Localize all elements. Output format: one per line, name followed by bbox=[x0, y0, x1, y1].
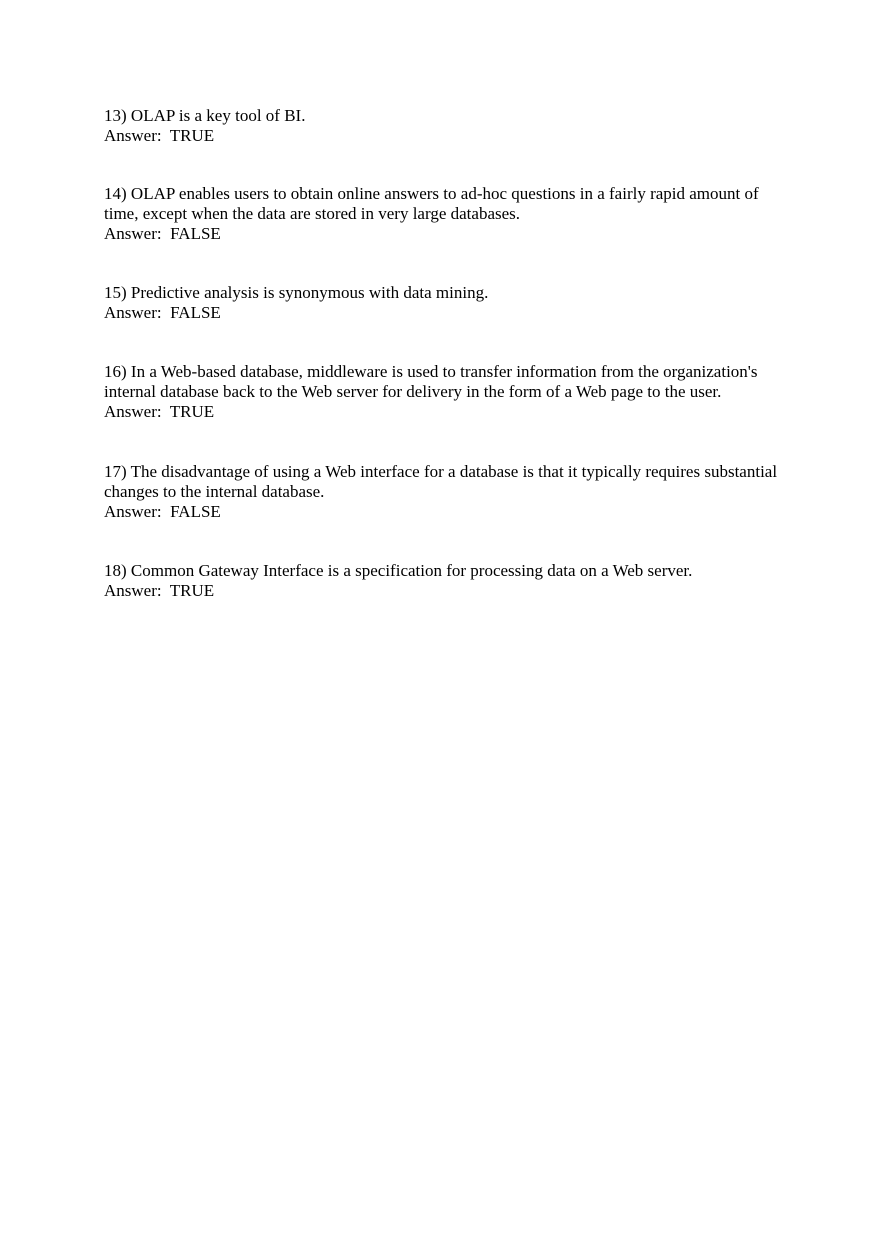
question-block-18 bbox=[104, 561, 784, 601]
answer-text: Answer: FALSE bbox=[104, 224, 221, 243]
answer-text: Answer: TRUE bbox=[104, 402, 215, 421]
answer-text: Answer: FALSE bbox=[104, 502, 221, 521]
answer-text: Answer: TRUE bbox=[104, 581, 215, 600]
question-block-15 bbox=[104, 283, 784, 323]
question-text: 17) The disadvantage of using a Web interface for a database is that it typically requires substantial changes to the internal database. bbox=[104, 462, 778, 501]
question-block-16 bbox=[104, 362, 784, 422]
question-block-14 bbox=[104, 184, 784, 244]
answer-text: Answer: TRUE bbox=[104, 126, 215, 145]
question-block-13 bbox=[104, 106, 784, 146]
question-text: 18) Common Gateway Interface is a specification for processing data on a Web server. bbox=[104, 561, 693, 580]
question-block-17 bbox=[104, 462, 784, 522]
question-text: 15) Predictive analysis is synonymous with data mining. bbox=[104, 283, 489, 302]
question-text: 14) OLAP enables users to obtain online answers to ad-hoc questions in a fairly rapid amount of time, except when the data are stored in very large databases. bbox=[104, 184, 759, 223]
question-text: 13) OLAP is a key tool of BI. bbox=[104, 106, 306, 125]
question-text: 16) In a Web-based database, middleware is used to transfer information from the organization's internal database back to the Web server for delivery in the form of a Web page to the user. bbox=[104, 362, 758, 401]
answer-text: Answer: FALSE bbox=[104, 303, 221, 322]
